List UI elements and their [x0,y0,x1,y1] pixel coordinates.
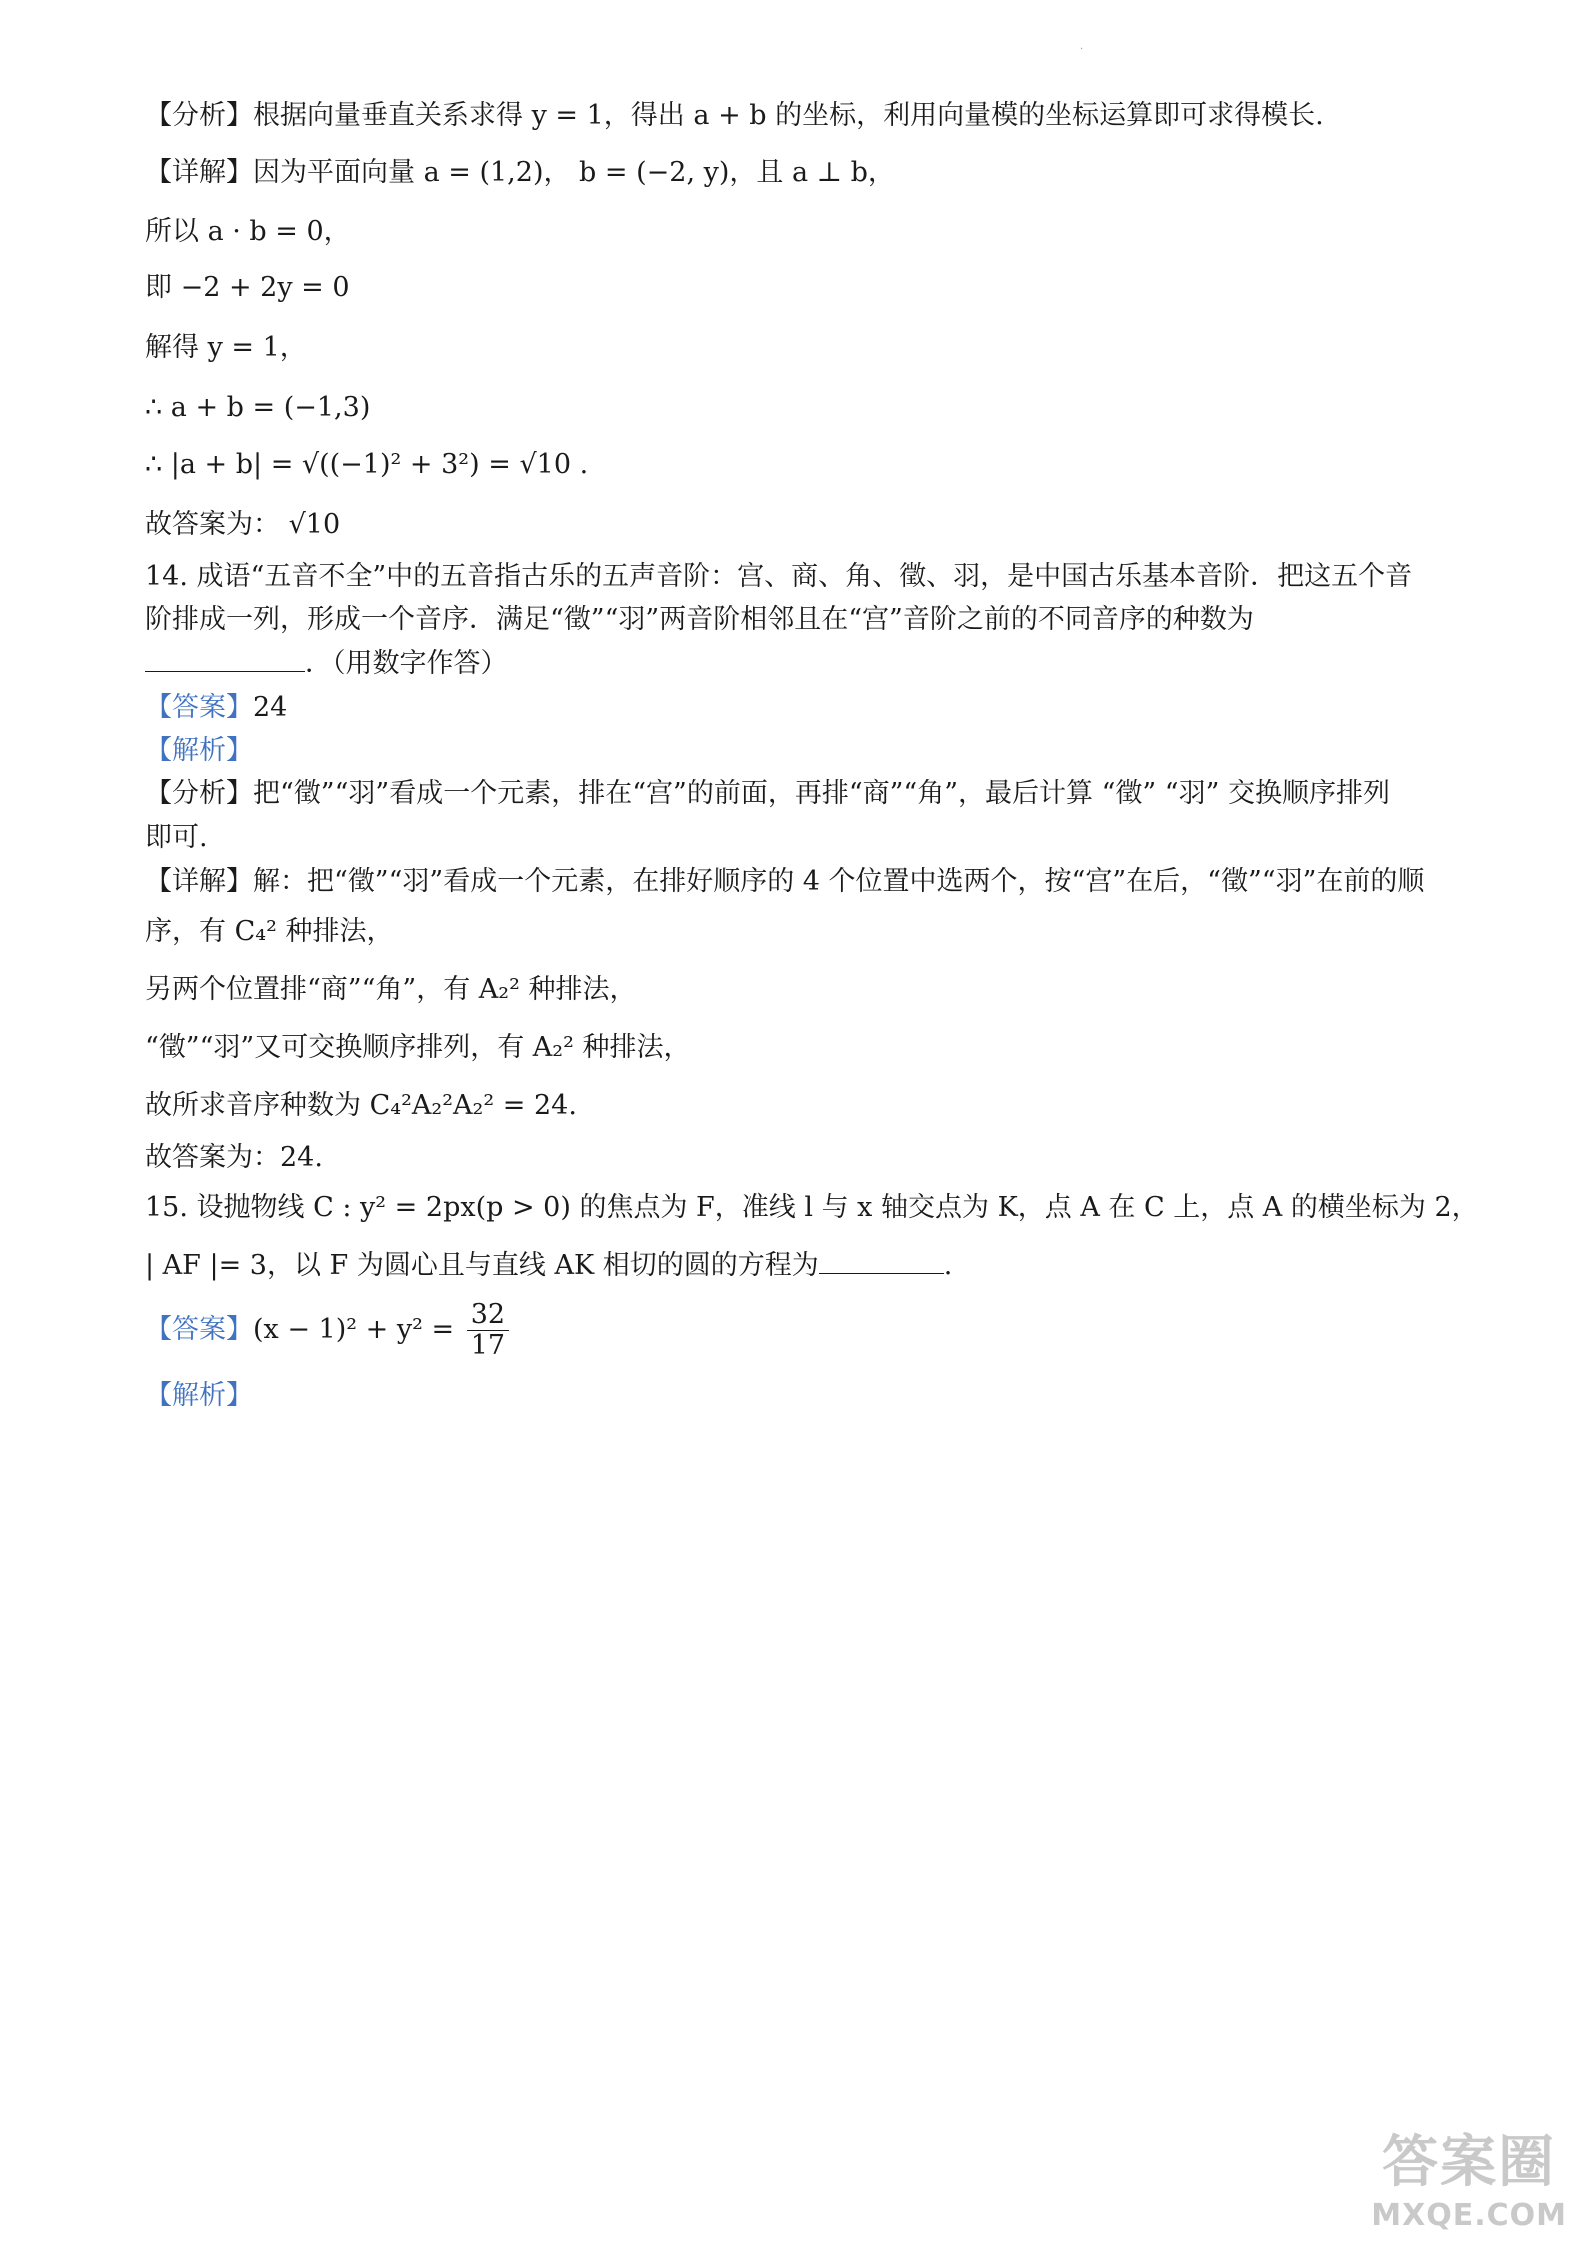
q15-question-line1: 15. 设抛物线 C : y² = 2px(p > 0) 的焦点为 F，准线 l 与 x 轴交点为 K，点 A 在 C 上，点 A 的横坐标为 2， [145,1192,1479,1223]
top-dot: · [1080,44,1084,55]
fraction-denominator: 17 [470,1330,506,1361]
q14-detail-line3: 另两个位置排“商”“角”，有 A₂² 种排法， [145,974,637,1005]
watermark-logo [1371,2118,1567,2233]
q14-jiexi-line [145,731,1447,771]
answer-tag: 【答案】 [145,692,253,723]
analysis-text: 把“徵”“羽”看成一个元素，排在“宫”的前面，再排“商”“角”，最后计算 “徵” “羽” 交换顺序排列 [253,778,1390,809]
q15-period: . [943,1250,953,1281]
q14-detail-line6: 故答案为：24. [145,1142,323,1173]
q15-question-line2 [145,1246,1447,1286]
q13-step-modulus: ∴ |a + b| = √((−1)² + 3²) = √10 . [145,449,589,480]
detail-text: 解：把“徵”“羽”看成一个元素，在排好顺序的 4 个位置中选两个，按“宫”在后，“徵”“羽”在前的顺 [253,866,1425,897]
answer-tag: 【答案】 [145,1314,253,1345]
q14-question-line1: 14. 成语“五音不全”中的五音指古乐的五声音阶：宫、商、角、徵、羽，是中国古乐基本音阶．把这五个音 [145,561,1413,592]
q14-instruction: ．（用数字作答） [305,648,508,679]
q14-question-line2: 阶排成一列，形成一个音序．满足“徵”“羽”两音阶相邻且在“宫”音阶之前的不同音序的种数为 [145,604,1254,635]
q13-analysis-line [145,96,1447,136]
q15-answer-line [145,1300,1447,1361]
q14-detail-line2: 序，有 C₄² 种排法， [145,916,394,947]
q14-question-line3 [145,644,1447,684]
answer-value: 24 [253,692,288,723]
q13-step-solve: 解得 y = 1， [145,332,307,363]
q14-analysis-line1 [145,774,1447,814]
answer-fraction [467,1300,509,1360]
q14-answer-line [145,688,1447,728]
watermark-url: MXQE.COM [1371,2198,1567,2233]
detail-text: 因为平面向量 a = (1,2)， b = (−2, y)，且 a ⊥ b， [253,157,895,188]
q15-question-text: | AF |= 3，以 F 为圆心且与直线 AK 相切的圆的方程为 [145,1250,819,1281]
watermark-title: 答案圈 [1382,2130,1557,2195]
answer-equation-lhs: (x − 1)² + y² = [253,1314,463,1345]
jiexi-tag: 【解析】 [145,1380,253,1411]
analysis-tag: 【分析】 [145,100,253,131]
detail-tag: 【详解】 [145,866,253,897]
jiexi-tag: 【解析】 [145,735,253,766]
answer-blank [819,1249,944,1274]
answer-blank [145,647,305,672]
analysis-tag: 【分析】 [145,778,253,809]
q13-step-equation: 即 −2 + 2y = 0 [145,272,350,303]
detail-tag: 【详解】 [145,157,253,188]
q15-jiexi-line [145,1376,1447,1416]
analysis-text: 根据向量垂直关系求得 y = 1，得出 a + b 的坐标，利用向量模的坐标运算即可求得模长. [253,100,1324,131]
q14-analysis-line2: 即可. [145,822,208,853]
q14-detail-line4: “徵”“羽”又可交换顺序排列，有 A₂² 种排法， [145,1032,691,1063]
q14-detail-line5: 故所求音序种数为 C₄²A₂²A₂² = 24. [145,1090,577,1121]
q13-final-answer: 故答案为： √10 [145,509,341,540]
q13-step-dot-product: 所以 a · b = 0， [145,216,351,247]
q13-detail-line [145,153,1447,193]
q13-step-sum: ∴ a + b = (−1,3) [145,392,371,423]
fraction-numerator: 32 [467,1300,509,1331]
q14-detail-line1 [145,862,1447,902]
